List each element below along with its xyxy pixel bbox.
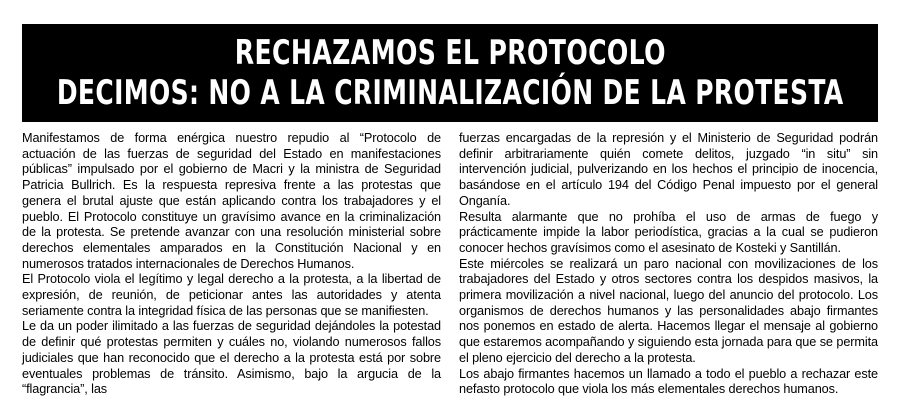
paragraph: Este miércoles se realizará un paro nacional con movilizaciones de los trabajadores del Estado y otros sectores contra los despidos masivos, la primera movilización a nivel nacional, luego del anuncio del protocolo. Los organismos de derechos humanos y las personalidades abajo firmantes nos ponemos en estado de alerta. Hacemos llegar el mensaje al gobierno que estaremos acompañando y siguiendo esta jornada para que se permita el pleno ejercicio del derecho a la protesta.	[459, 256, 878, 365]
paragraph: fuerzas encargadas de la represión y el Ministerio de Seguridad podrán definir arbitrariamente quién comete delitos, juzgado “in situ” sin intervención judicial, pulverizando en los hechos el principio de inocencia, basándose en el artículo 194 del Código Penal impuesto por el general Onganía.	[459, 131, 878, 208]
paragraph: El Protocolo viola el legítimo y legal derecho a la protesta, a la libertad de expresión, de reunión, de peticionar antes las autoridades y atenta seriamente contra la integridad física de las personas que se manifiesten.	[22, 272, 441, 318]
headline-line-1: RECHAZAMOS EL PROTOCOLO	[234, 33, 666, 73]
paragraph: Le da un poder ilimitado a las fuerzas de seguridad dejándoles la potestad de definir qué protestas permiten y cuáles no, violando numerosos fallos judiciales que han reconocido que el derecho a la protesta está por sobre eventuales problemas de tránsito. Asimismo, bajo la argucia de la “flagrancia”, las	[22, 319, 441, 397]
body-column-left	[22, 131, 441, 398]
paragraph: Manifestamos de forma enérgica nuestro repudio al “Protocolo de actuación de las fuerzas de seguridad del Estado en manifestaciones públicas” impulsado por el gobierno de Macri y la ministra de Seguridad Patricia Bullrich. Es la respuesta represiva frente a las protestas que genera el brutal ajuste que están aplicando contra los trabajadores y el pueblo. El Protocolo constituye un gravísimo avance en la criminalización de la protesta. Se pretende avanzar con una resolución ministerial sobre derechos elementales amparados en la Constitución Nacional y en numerosos tratados internacionales de Derechos Humanos.	[22, 131, 441, 271]
paragraph: Los abajo firmantes hacemos un llamado a todo el pueblo a rechazar este nefasto protocolo que viola los más elementales derechos humanos.	[459, 366, 878, 397]
headline-banner	[22, 24, 878, 122]
paragraph: Resulta alarmante que no prohíba el uso de armas de fuego y prácticamente impide la labor periodística, gracias a la cual se pudieron conocer hechos gravísimos como el asesinato de Kosteki y Santillán.	[459, 209, 878, 255]
headline-line-2: DECIMOS: NO A LA CRIMINALIZACIÓN DE LA PROTESTA	[56, 73, 844, 113]
body-column-right	[459, 131, 878, 398]
